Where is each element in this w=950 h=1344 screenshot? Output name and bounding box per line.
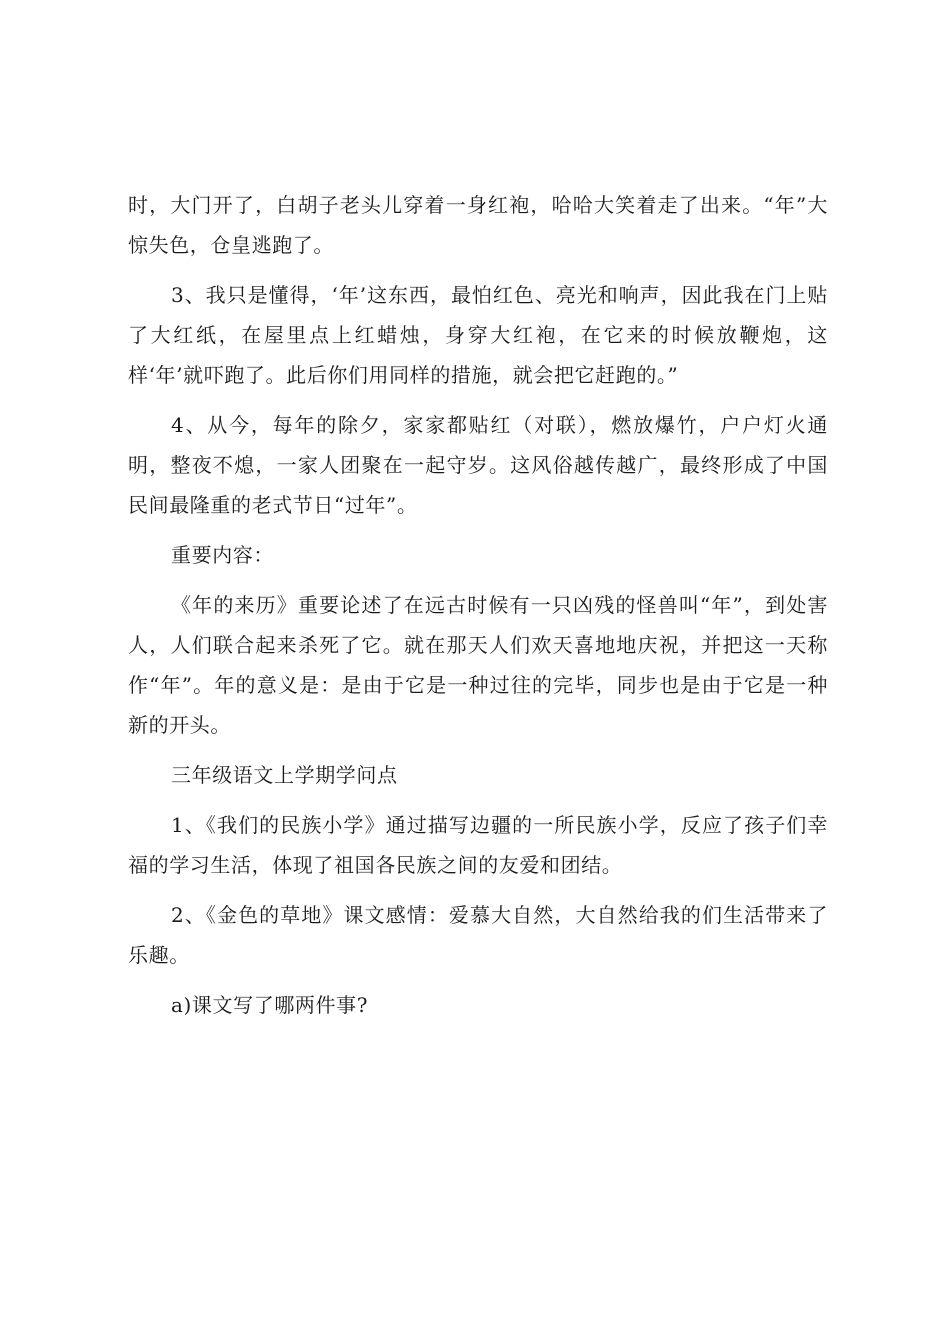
paragraph-item-3: 3、我只是懂得，‘年’这东西，最怕红色、亮光和响声，因此我在门上贴了大红纸，在屋里点上红蜡烛，身穿大红袍，在它来的时候放鞭炮，这样‘年’就吓跑了。此后你们用同样的措施，就会把它赶跑的。” [128, 283, 828, 387]
paragraph-summary: 《年的来历》重要论述了在远古时候有一只凶残的怪兽叫“年”，到处害人，人们联合起来杀死了它。就在那天人们欢天喜地地庆祝，并把这一天称作“年”。年的意义是：是由于它是一种过往的完毕，同步也是由于它是一种新的开头。 [128, 593, 828, 737]
paragraph-question-a: a)课文写了哪两件事? [171, 993, 369, 1017]
paragraph-knowledge-1: 1、《我们的民族小学》通过描写边疆的一所民族小学，反应了孩子们幸福的学习生活，体现了祖国各民族之间的友爱和团结。 [128, 813, 828, 877]
paragraph-item-4: 4、从今，每年的除夕，家家都贴红（对联），燃放爆竹，户户灯火通明，整夜不熄，一家人团聚在一起守岁。这风俗越传越广，最终形成了中国民间最隆重的老式节日“过年”。 [128, 413, 828, 517]
section-heading-important-content: 重要内容： [171, 543, 274, 567]
paragraph-knowledge-2: 2、《金色的草地》课文感情：爱慕大自然，大自然给我的们生活带来了乐趣。 [128, 903, 828, 967]
section-heading-grade3-knowledge: 三年级语文上学期学问点 [171, 763, 398, 787]
document-body [128, 185, 828, 1025]
paragraph-continuation: 时，大门开了，白胡子老头儿穿着一身红袍，哈哈大笑着走了出来。“年”大惊失色，仓皇逃跑了。 [128, 193, 828, 257]
